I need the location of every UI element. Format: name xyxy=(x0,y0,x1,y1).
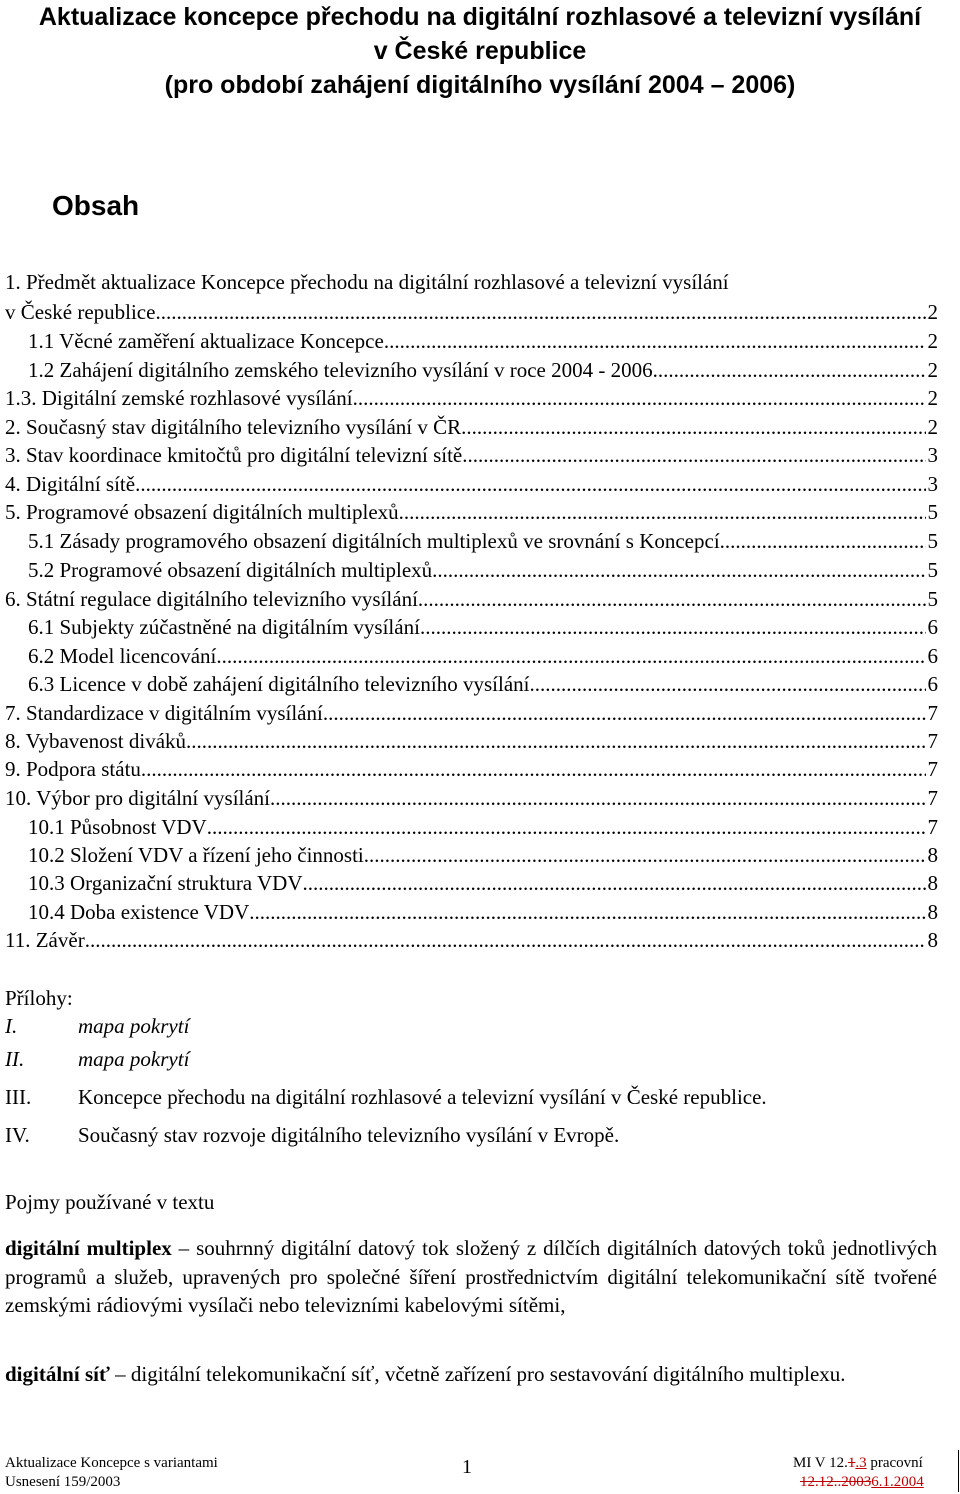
toc-entry-title[interactable]: 1.2 Zahájení digitálního zemského televizního vysílání v roce 2004 - 2006 xyxy=(28,358,653,382)
toc-page-number: 8 xyxy=(927,928,938,952)
term: digitální multiplex xyxy=(5,1236,172,1260)
toc-entry-title[interactable]: 5.2 Programové obsazení digitálních multiplexů xyxy=(28,558,433,582)
toc-dot-leader xyxy=(653,356,926,384)
toc-page-number: 8 xyxy=(927,871,938,895)
attachment-number: IV. xyxy=(5,1123,30,1147)
attachment-text: mapa pokrytí xyxy=(78,1014,190,1038)
toc-entry[interactable] xyxy=(5,784,938,812)
toc-entry[interactable] xyxy=(28,613,938,641)
toc-entry[interactable] xyxy=(28,642,938,670)
toc-dot-leader xyxy=(270,784,925,812)
attachment-number: I. xyxy=(5,1014,18,1038)
toc-dot-leader xyxy=(418,585,926,613)
toc-entry-title[interactable]: 1. Předmět aktualizace Koncepce přechodu na digitální rozhlasové a televizní vysílání xyxy=(5,270,729,294)
toc-page-number: 7 xyxy=(927,757,938,781)
toc-dot-leader xyxy=(720,527,926,555)
toc-dot-leader xyxy=(384,327,926,355)
toc-entry[interactable] xyxy=(28,841,938,869)
term: digitální síť xyxy=(5,1362,110,1386)
toc-page-number: 6 xyxy=(927,672,938,696)
toc-entry-title[interactable]: 4. Digitální sítě xyxy=(5,472,136,496)
attachments-heading: Přílohy: xyxy=(5,986,73,1010)
term-definition xyxy=(5,1234,937,1320)
toc-entry-title[interactable]: 10. Výbor pro digitální vysílání xyxy=(5,786,271,810)
toc-entry-title[interactable]: 1.3. Digitální zemské rozhlasové vysílání xyxy=(5,386,353,410)
title-line-1: Aktualizace koncepce přechodu na digitální rozhlasové a televizní vysílání xyxy=(38,3,922,31)
toc-heading: Obsah xyxy=(52,190,140,221)
toc-entry-title[interactable]: 6. Státní regulace digitálního televizního vysílání xyxy=(5,587,418,611)
toc-entry[interactable] xyxy=(5,699,938,727)
toc-entry[interactable] xyxy=(5,755,938,783)
toc-entry-title[interactable]: 2. Současný stav digitálního televizního vysílání v ČR xyxy=(5,415,462,439)
toc-page-number: 2 xyxy=(927,415,938,439)
toc-entry[interactable] xyxy=(28,356,938,384)
toc-entry[interactable] xyxy=(5,470,938,498)
footer-date-inserted: 6.1.2004 xyxy=(871,1474,924,1490)
footer-version xyxy=(793,1454,923,1473)
toc-entry-title[interactable]: 5.1 Zásady programového obsazení digitálních multiplexů ve srovnání s Koncepcí xyxy=(28,529,720,553)
toc-page-number: 2 xyxy=(927,329,938,353)
attachment-text: mapa pokrytí xyxy=(78,1047,190,1071)
document-title xyxy=(0,0,960,102)
toc-page-number: 3 xyxy=(927,472,938,496)
footer-date xyxy=(800,1473,924,1492)
toc-page-number: 7 xyxy=(927,701,938,725)
terms-heading: Pojmy používané v textu xyxy=(5,1190,215,1214)
toc-page-number: 8 xyxy=(927,900,938,924)
toc-entry[interactable] xyxy=(5,498,938,526)
toc-entry-title[interactable]: 10.2 Složení VDV a řízení jeho činnosti xyxy=(28,843,364,867)
attachment-number: II. xyxy=(5,1047,25,1071)
toc-entry[interactable] xyxy=(28,813,938,841)
page-number: 1 xyxy=(462,1456,472,1478)
toc-dot-leader xyxy=(303,869,926,897)
toc-entry[interactable] xyxy=(5,298,938,326)
toc-entry[interactable] xyxy=(28,898,938,926)
toc-dot-leader xyxy=(432,556,925,584)
footer-resolution: Usnesení 159/2003 xyxy=(5,1474,121,1490)
toc-entry[interactable] xyxy=(5,926,938,954)
toc-dot-leader xyxy=(135,470,925,498)
toc-dot-leader xyxy=(155,298,925,326)
definition-text: – souhrnný digitální datový tok složený z dílčích digitálních datových toků jednotlivých programů a služeb, upravených pro společné šíření prostřednictvím digitální telekomunikační sítě tvořené zemskými rádiovými vysílači nebo televizními kabelovými sítěmi, xyxy=(5,1236,937,1317)
toc-entry-title[interactable]: 6.1 Subjekty zúčastněné na digitálním vysílání xyxy=(28,615,420,639)
toc-entry-title[interactable]: 3. Stav koordinace kmitočtů pro digitální televizní sítě xyxy=(5,443,463,467)
toc-dot-leader xyxy=(186,727,925,755)
toc-dot-leader xyxy=(249,898,925,926)
toc-entry[interactable] xyxy=(5,441,938,469)
footer-version-status: pracovní xyxy=(866,1455,923,1471)
title-line-3: (pro období zahájení digitálního vysílání 2004 – 2006) xyxy=(164,71,796,99)
toc-page-number: 5 xyxy=(927,558,938,582)
toc-page-number: 5 xyxy=(927,500,938,524)
toc-page-number: 7 xyxy=(927,786,938,810)
toc-page-number: 2 xyxy=(927,300,938,324)
toc-dot-leader xyxy=(399,498,926,526)
footer-version-inserted: .3 xyxy=(855,1455,867,1471)
toc-dot-leader xyxy=(323,699,926,727)
toc-page-number: 6 xyxy=(927,644,938,668)
footer-doc-name: Aktualizace Koncepce s variantami xyxy=(5,1455,218,1471)
toc-dot-leader xyxy=(461,413,925,441)
toc-entry[interactable] xyxy=(5,727,938,755)
toc-entry[interactable] xyxy=(28,527,938,555)
toc-page-number: 3 xyxy=(927,443,938,467)
term-definition xyxy=(5,1360,937,1389)
toc-entry[interactable] xyxy=(5,384,938,412)
toc-dot-leader xyxy=(530,670,926,698)
toc-entry-title[interactable]: 5. Programové obsazení digitálních multiplexů xyxy=(5,500,399,524)
toc-dot-leader xyxy=(364,841,926,869)
footer-date-deleted: 12.12..2003 xyxy=(800,1474,872,1490)
toc-page-number: 7 xyxy=(927,729,938,753)
toc-entry[interactable] xyxy=(28,327,938,355)
toc-entry-title[interactable]: 1.1 Věcné zaměření aktualizace Koncepce xyxy=(28,329,384,353)
toc-entry[interactable] xyxy=(28,670,938,698)
footer-divider xyxy=(958,1450,959,1492)
toc-entry-title[interactable]: 8. Vybavenost diváků xyxy=(5,729,187,753)
toc-entry[interactable] xyxy=(28,869,938,897)
toc-dot-leader xyxy=(85,926,926,954)
toc-dot-leader xyxy=(353,384,926,412)
title-line-2: v České republice xyxy=(373,37,587,65)
toc-entry-title[interactable]: 11. Závěr xyxy=(5,928,85,952)
toc-page-number: 2 xyxy=(927,358,938,382)
toc-dot-leader xyxy=(420,613,926,641)
toc-dot-leader xyxy=(462,441,925,469)
toc-entry-title[interactable]: 6.3 Licence v době zahájení digitálního televizního vysílání xyxy=(28,672,530,696)
toc-page-number: 7 xyxy=(927,815,938,839)
attachment-text: Současný stav rozvoje digitálního televizního vysílání v Evropě. xyxy=(78,1123,620,1147)
toc-dot-leader xyxy=(216,642,925,670)
toc-page-number: 5 xyxy=(927,529,938,553)
toc-entry-title[interactable]: 10.3 Organizační struktura VDV xyxy=(28,871,303,895)
attachment-number: III. xyxy=(5,1085,32,1109)
toc-entry[interactable] xyxy=(5,413,938,441)
toc-entry[interactable] xyxy=(5,585,938,613)
toc-entry-title[interactable]: 10.4 Doba existence VDV xyxy=(28,900,250,924)
toc-entry-title[interactable]: v České republice xyxy=(5,300,156,324)
toc-page-number: 2 xyxy=(927,386,938,410)
toc-entry[interactable] xyxy=(5,268,938,296)
toc-dot-leader xyxy=(207,813,926,841)
footer-version-deleted: 1 xyxy=(847,1455,856,1471)
toc-page-number: 8 xyxy=(927,843,938,867)
toc-entry-title[interactable]: 9. Podpora státu xyxy=(5,757,141,781)
toc-dot-leader xyxy=(141,755,926,783)
definition-text: – digitální telekomunikační síť, včetně zařízení pro sestavování digitálního multiplexu. xyxy=(109,1362,846,1386)
toc-entry-title[interactable]: 7. Standardizace v digitálním vysílání xyxy=(5,701,323,725)
footer-version-base: MI V 12. xyxy=(793,1455,848,1471)
toc-page-number: 6 xyxy=(927,615,938,639)
toc-entry-title[interactable]: 10.1 Působnost VDV xyxy=(28,815,207,839)
toc-entry[interactable] xyxy=(28,556,938,584)
toc-entry-title[interactable]: 6.2 Model licencování xyxy=(28,644,217,668)
toc-page-number: 5 xyxy=(927,587,938,611)
attachment-text: Koncepce přechodu na digitální rozhlasové a televizní vysílání v České republice. xyxy=(78,1085,767,1109)
